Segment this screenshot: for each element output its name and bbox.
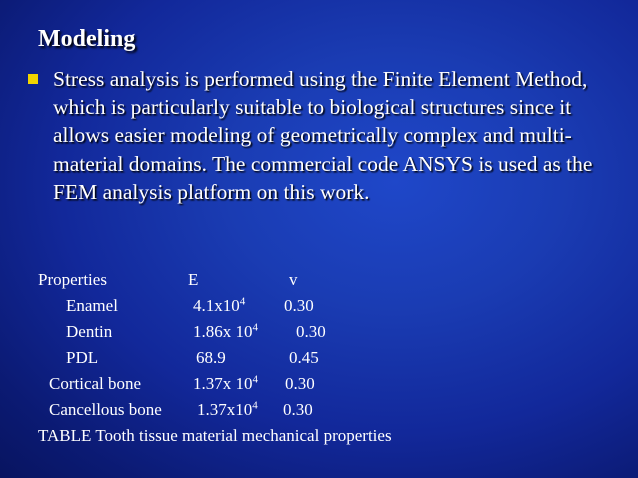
e-exponent: 4: [252, 373, 258, 386]
table-row-name: Dentin: [66, 322, 113, 341]
table-header-e: E: [188, 270, 199, 289]
table-row-e: [193, 322, 258, 342]
e-base: 1.37x 10: [193, 374, 253, 393]
table-header-properties: Properties: [38, 270, 107, 289]
table-row-v: 0.30: [296, 322, 326, 341]
table-row-name: Cancellous bone: [49, 400, 162, 419]
e-base: 1.37x10: [197, 400, 253, 419]
table-row-v: 0.30: [283, 400, 313, 419]
e-base: 4.1x10: [193, 296, 240, 315]
table-row-name: Cortical bone: [49, 374, 142, 393]
table-row-name: Enamel: [66, 296, 118, 315]
table-row-e: [197, 400, 258, 420]
table-row-v: 0.30: [284, 296, 314, 315]
table-row-v: 0.30: [285, 374, 315, 393]
e-exponent: 4: [239, 295, 246, 308]
table-caption: TABLE Tooth tissue material mechanical properties: [38, 426, 392, 445]
table-row-e: [193, 296, 245, 316]
bullet-square-icon: [28, 74, 38, 84]
e-base: 1.86x 10: [193, 322, 253, 341]
e-exponent: 4: [252, 321, 258, 334]
e-base: 68.9: [196, 348, 226, 367]
bullet-text: Stress analysis is performed using the Finite Element Method, which is particularly suitable to biological structures since it allows easier modeling of geometrically complex and multi-material domains. The commercial code ANSYS is used as the FEM analysis platform on this work.: [53, 67, 593, 204]
table-row-name: PDL: [66, 348, 99, 367]
table-row-e: [196, 348, 226, 368]
slide-title: Modeling: [38, 26, 136, 52]
table-row-e: [193, 374, 258, 394]
e-exponent: 4: [252, 399, 258, 412]
table-header-v: v: [289, 270, 298, 289]
properties-table: [0, 266, 638, 456]
table-row-v: 0.45: [289, 348, 319, 367]
